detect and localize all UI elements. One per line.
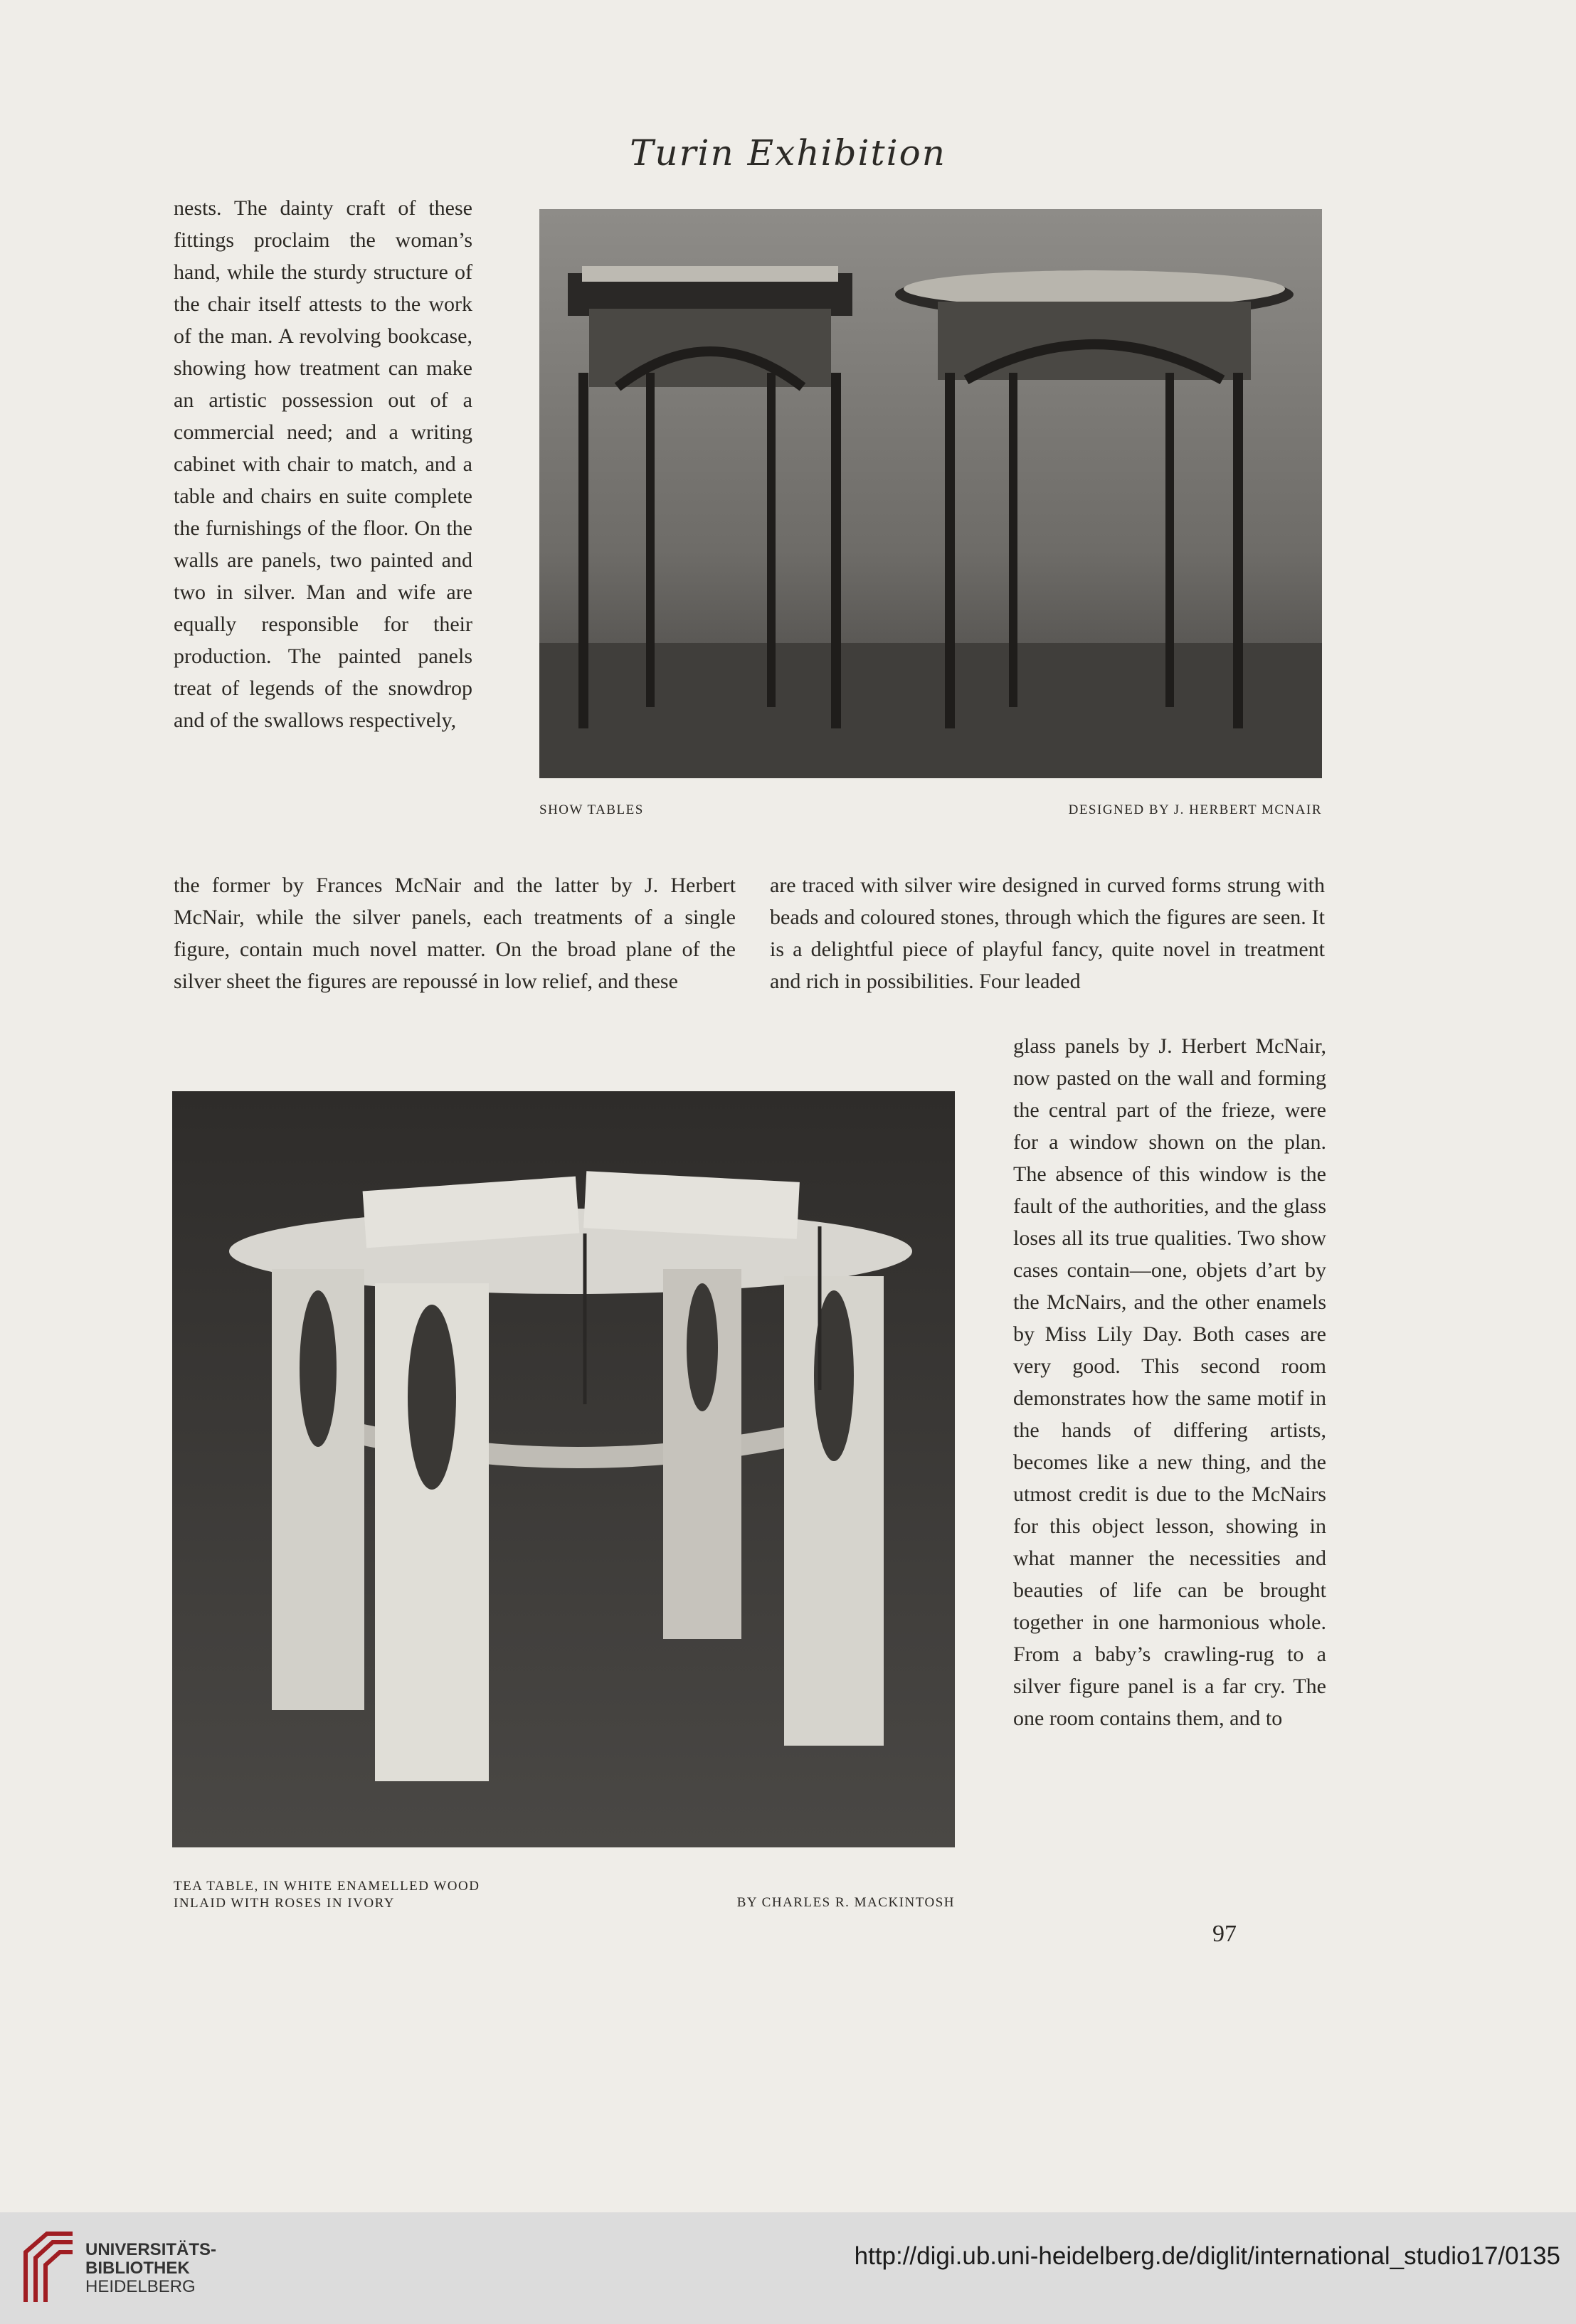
tea-table-caption-line2: INLAID WITH ROSES IN IVORY [174, 1896, 395, 1911]
source-url-link[interactable]: http://digi.ub.uni-heidelberg.de/diglit/international_studio17/0135 [854, 2242, 1560, 2270]
library-name-line1: UNIVERSITÄTS- [85, 2240, 217, 2259]
tea-table-photo [172, 1091, 955, 1847]
full-width-left-paragraph: the former by Frances McNair and the latter by J. Herbert McNair, while the silver panels, each treatments of a single figure, contain much novel matter. On the broad plane of the silver sheet the figures are repoussé in low relief, and these [174, 874, 736, 993]
left-column-text [174, 192, 472, 736]
show-tables-caption-right: DESIGNED BY J. HERBERT MCNAIR [1068, 802, 1322, 817]
right-column-text [1013, 1030, 1326, 1734]
left-column-paragraph: nests. The dainty craft of these fittings proclaim the woman’s hand, while the sturdy structure of the chair itself attests to the work of the man. A revolving bookcase, showing how treatment can make an artistic possession out of a commercial need; and a writing cabinet with chair to match, and a table and chairs en suite complete the furnishings of the floor. On the walls are panels, two painted and two in silver. Man and wife are equally responsible for their production. The painted panels treat of legends of the snowdrop and of the swallows respectively, [174, 196, 472, 732]
library-name-line2: BIBLIOTHEK [85, 2259, 190, 2278]
full-width-left-text [174, 869, 736, 997]
full-width-right-text [770, 869, 1325, 997]
page-number: 97 [1212, 1921, 1237, 1947]
show-tables-photo [539, 209, 1322, 778]
full-width-right-paragraph: are traced with silver wire designed in curved forms strung with beads and coloured stones, through which the figures are seen. It is a delightful piece of playful fancy, quite novel in treatment and rich in possibilities. Four leaded [770, 874, 1325, 993]
running-head: Turin Exhibition [630, 132, 946, 174]
tea-table-caption-right: BY CHARLES R. MACKINTOSH [736, 1895, 955, 1910]
tea-table-caption-left [174, 1878, 480, 1912]
library-name-line3: HEIDELBERG [85, 2277, 196, 2296]
show-tables-caption-left: SHOW TABLES [539, 802, 644, 817]
library-logo-icon [18, 2224, 80, 2309]
right-column-paragraph: glass panels by J. Herbert McNair, now pasted on the wall and forming the central part of the frieze, were for a window shown on the plan. The absence of this window is the fault of the authorities, and the glass loses all its true qualities. Two show cases contain—one, objets d’art by the McNairs, and the other enamels by Miss Lily Day. Both cases are very good. This second room demonstrates how the same motif in the hands of differing artists, becomes like a new thing, and the utmost credit is due to the McNairs for this object lesson, showing in what manner the necessities and beauties of life can be brought together in one harmonious whole. From a baby’s crawling-rug to a silver figure panel is a far cry. The one room contains them, and to [1013, 1034, 1326, 1730]
library-name [85, 2241, 216, 2296]
tea-table-caption-line1: TEA TABLE, IN WHITE ENAMELLED WOOD [174, 1879, 480, 1894]
